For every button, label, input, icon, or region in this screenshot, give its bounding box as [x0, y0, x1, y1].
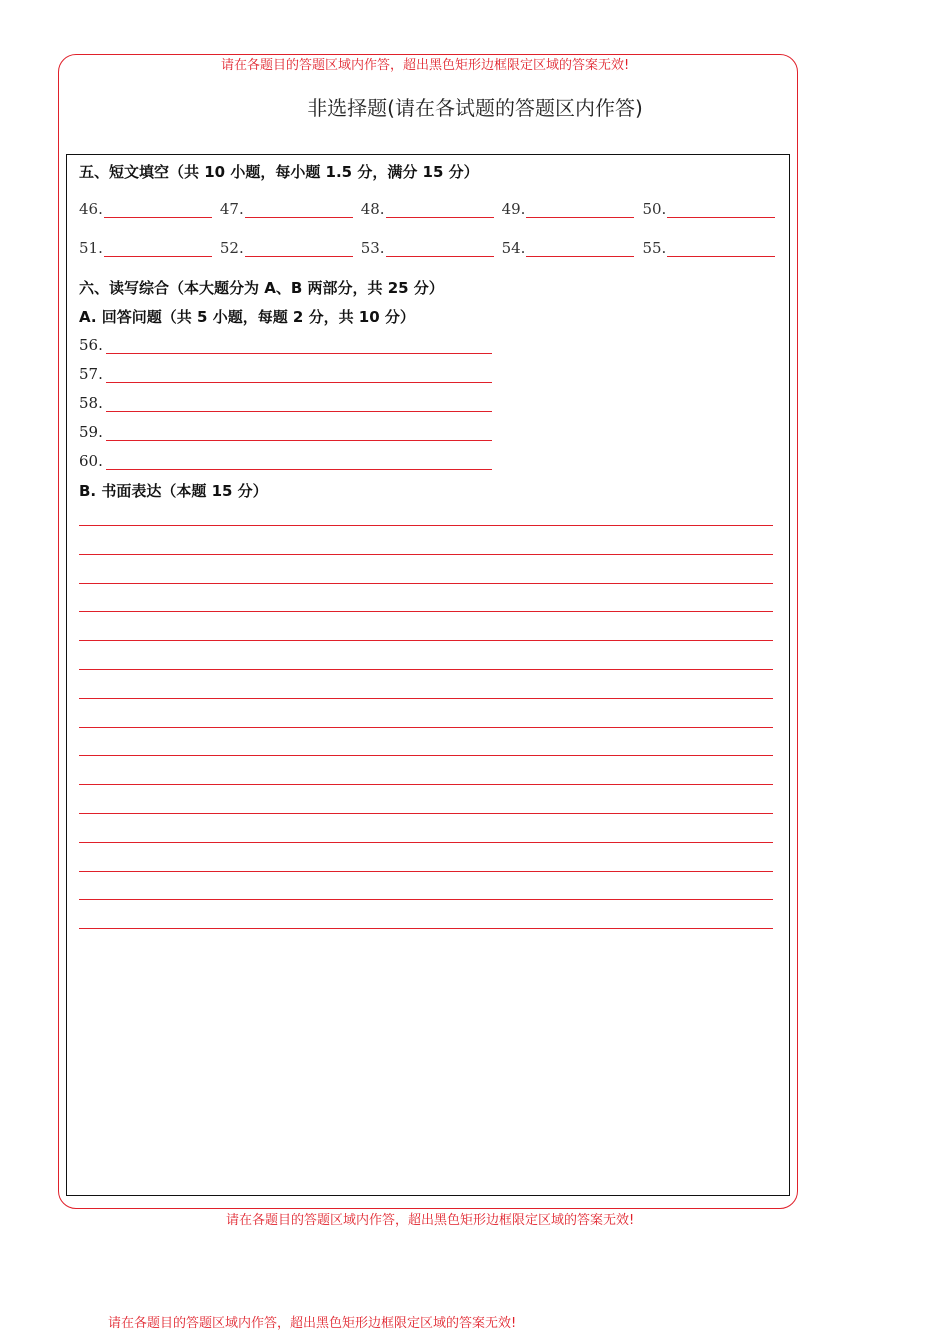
section-title: 非选择题(请在各试题的答题区内作答) [307, 96, 643, 120]
writing-line[interactable] [79, 899, 773, 900]
writing-line[interactable] [79, 871, 773, 872]
part6-heading: 六、读写综合（本大题分为 A、B 两部分，共 25 分） [79, 279, 444, 297]
writing-line[interactable] [79, 669, 773, 670]
writing-line[interactable] [79, 928, 773, 929]
answer-area-warning-bottom: 请在各题目的答题区域内作答，超出黑色矩形边框限定区域的答案无效! [226, 1213, 635, 1228]
blank-51[interactable]: 51. [79, 239, 212, 257]
part6-b-heading: B. 书面表达（本题 15 分） [79, 482, 268, 500]
writing-line[interactable] [79, 842, 773, 843]
answer-line-60[interactable]: 60. [79, 452, 492, 470]
writing-line[interactable] [79, 583, 773, 584]
blank-47[interactable]: 47. [220, 200, 353, 218]
answer-line-56[interactable]: 56. [79, 336, 492, 354]
answer-line-59[interactable]: 59. [79, 423, 492, 441]
blank-49[interactable]: 49. [502, 200, 635, 218]
blank-50[interactable]: 50. [642, 200, 775, 218]
writing-line[interactable] [79, 727, 773, 728]
answer-line-58[interactable]: 58. [79, 394, 492, 412]
blank-54[interactable]: 54. [502, 239, 635, 257]
part6-a-heading: A. 回答问题（共 5 小题，每题 2 分，共 10 分） [79, 308, 415, 326]
writing-line[interactable] [79, 813, 773, 814]
answer-area-warning-footer: 请在各题目的答题区域内作答，超出黑色矩形边框限定区域的答案无效! [108, 1316, 517, 1331]
writing-line[interactable] [79, 554, 773, 555]
writing-line[interactable] [79, 755, 773, 756]
writing-line[interactable] [79, 611, 773, 612]
blank-row-2 [79, 239, 783, 257]
blank-row-1 [79, 200, 783, 218]
answer-area-warning-top: 请在各题目的答题区域内作答，超出黑色矩形边框限定区域的答案无效! [221, 58, 630, 73]
writing-line[interactable] [79, 784, 773, 785]
blank-48[interactable]: 48. [361, 200, 494, 218]
blank-55[interactable]: 55. [642, 239, 775, 257]
blank-46[interactable]: 46. [79, 200, 212, 218]
part5-heading: 五、短文填空（共 10 小题，每小题 1.5 分，满分 15 分） [79, 163, 479, 181]
answer-line-57[interactable]: 57. [79, 365, 492, 383]
writing-line[interactable] [79, 640, 773, 641]
blank-52[interactable]: 52. [220, 239, 353, 257]
blank-53[interactable]: 53. [361, 239, 494, 257]
writing-line[interactable] [79, 698, 773, 699]
writing-line[interactable] [79, 525, 773, 526]
